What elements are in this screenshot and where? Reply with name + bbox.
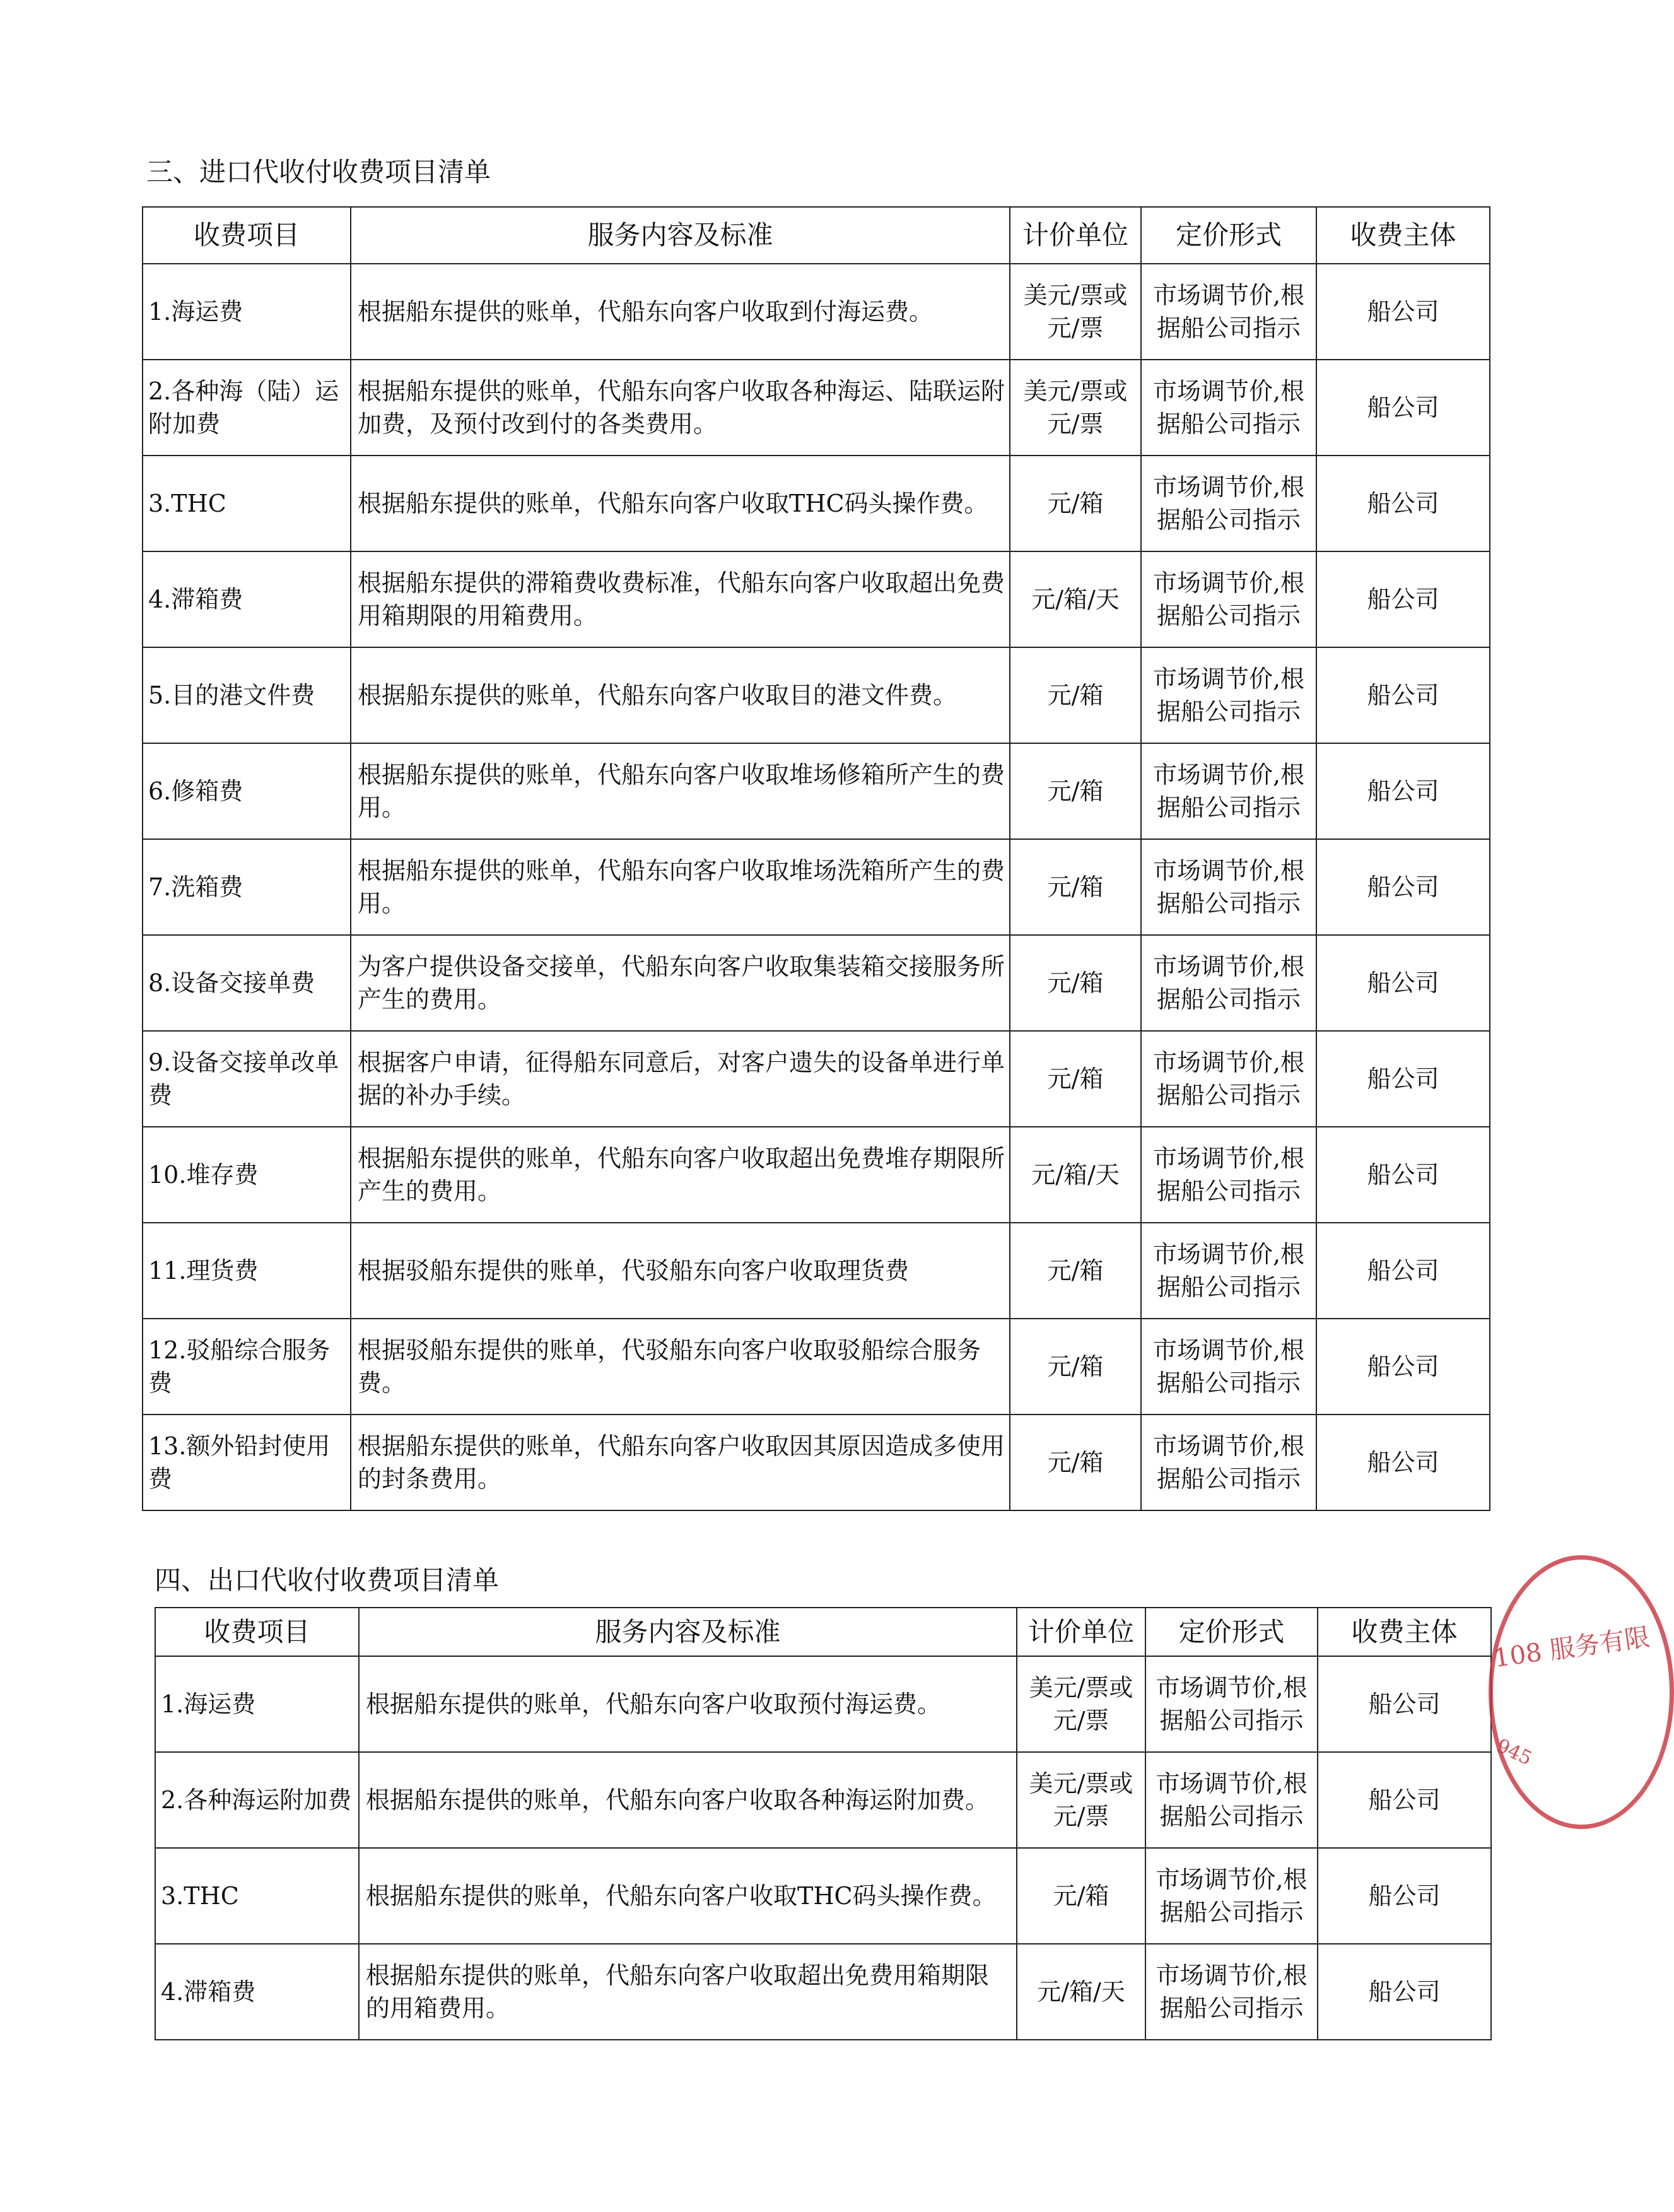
fee-item-cell: 3.THC: [155, 1848, 359, 1944]
service-cell: 根据船东提供的账单，代船东向客户收取堆场洗箱所产生的费用。: [351, 839, 1010, 935]
pricing-cell: 市场调节价,根据船公司指示: [1141, 264, 1316, 360]
table-row: [143, 456, 1490, 551]
pricing-cell: 市场调节价,根据船公司指示: [1145, 1752, 1318, 1848]
fee-item-cell: 10.堆存费: [143, 1127, 351, 1223]
service-cell: 根据船东提供的账单，代船东向客户收取因其原因造成多使用的封条费用。: [351, 1415, 1010, 1510]
pricing-cell: 市场调节价,根据船公司指示: [1145, 1656, 1318, 1752]
fee-item-cell: 1.海运费: [155, 1656, 359, 1752]
fee-item-cell: 8.设备交接单费: [143, 935, 351, 1031]
header-unit: 计价单位: [1017, 1608, 1145, 1656]
table-row: [143, 1223, 1490, 1319]
payer-cell: 船公司: [1316, 456, 1490, 551]
table-row: [155, 1848, 1491, 1944]
table-row: [143, 1415, 1490, 1510]
unit-cell: 元/箱: [1010, 1223, 1141, 1319]
service-cell: 根据船东提供的账单，代船东向客户收取THC码头操作费。: [351, 456, 1010, 551]
table-row: [143, 1319, 1490, 1415]
unit-cell: 美元/票或元/票: [1010, 360, 1141, 456]
fee-item-cell: 2.各种海（陆）运附加费: [143, 360, 351, 456]
pricing-cell: 市场调节价,根据船公司指示: [1141, 935, 1316, 1031]
pricing-cell: 市场调节价,根据船公司指示: [1141, 360, 1316, 456]
pricing-cell: 市场调节价,根据船公司指示: [1141, 1319, 1316, 1415]
pricing-cell: 市场调节价,根据船公司指示: [1141, 1415, 1316, 1510]
table-row: [143, 264, 1490, 360]
service-cell: 根据客户申请，征得船东同意后，对客户遗失的设备单进行单据的补办手续。: [351, 1031, 1010, 1127]
pricing-cell: 市场调节价,根据船公司指示: [1141, 743, 1316, 839]
unit-cell: 美元/票或元/票: [1010, 264, 1141, 360]
service-cell: 为客户提供设备交接单，代船东向客户收取集装箱交接服务所产生的费用。: [351, 935, 1010, 1031]
export-fee-table: [155, 1607, 1492, 2040]
table-header-row: [155, 1608, 1491, 1656]
fee-item-cell: 3.THC: [143, 456, 351, 551]
service-cell: 根据驳船东提供的账单，代驳船东向客户收取理货费: [351, 1223, 1010, 1319]
header-unit: 计价单位: [1010, 207, 1141, 264]
service-cell: 根据船东提供的滞箱费收费标准，代船东向客户收取超出免费用箱期限的用箱费用。: [351, 551, 1010, 647]
pricing-cell: 市场调节价,根据船公司指示: [1141, 456, 1316, 551]
service-cell: 根据船东提供的账单，代船东向客户收取目的港文件费。: [351, 647, 1010, 743]
service-cell: 根据船东提供的账单，代船东向客户收取超出免费用箱期限的用箱费用。: [359, 1944, 1017, 2040]
export-section-title: 四、出口代收付收费项目清单: [155, 1565, 500, 1596]
seal-text: 108 服务有限: [1492, 1622, 1652, 1674]
header-service: 服务内容及标准: [351, 207, 1010, 264]
service-cell: 根据船东提供的账单，代船东向客户收取超出免费堆存期限所产生的费用。: [351, 1127, 1010, 1223]
table-row: [143, 839, 1490, 935]
pricing-cell: 市场调节价,根据船公司指示: [1141, 1031, 1316, 1127]
fee-item-cell: 9.设备交接单改单费: [143, 1031, 351, 1127]
unit-cell: 元/箱/天: [1017, 1944, 1145, 2040]
fee-item-cell: 4.滞箱费: [143, 551, 351, 647]
payer-cell: 船公司: [1316, 551, 1490, 647]
unit-cell: 元/箱/天: [1010, 1127, 1141, 1223]
payer-cell: 船公司: [1318, 1656, 1491, 1752]
fee-item-cell: 2.各种海运附加费: [155, 1752, 359, 1848]
table-row: [143, 935, 1490, 1031]
payer-cell: 船公司: [1316, 1127, 1490, 1223]
unit-cell: 元/箱/天: [1010, 551, 1141, 647]
table-row: [143, 360, 1490, 456]
header-fee-item: 收费项目: [155, 1608, 359, 1656]
table-row: [143, 551, 1490, 647]
payer-cell: 船公司: [1316, 935, 1490, 1031]
payer-cell: 船公司: [1318, 1848, 1491, 1944]
header-payer: 收费主体: [1318, 1608, 1491, 1656]
pricing-cell: 市场调节价,根据船公司指示: [1141, 839, 1316, 935]
table-header-row: [143, 207, 1490, 264]
service-cell: 根据船东提供的账单，代船东向客户收取各种海运、陆联运附加费，及预付改到付的各类费用。: [351, 360, 1010, 456]
table-row: [143, 647, 1490, 743]
table-row: [143, 743, 1490, 839]
fee-item-cell: 12.驳船综合服务费: [143, 1319, 351, 1415]
header-service: 服务内容及标准: [359, 1608, 1017, 1656]
table-row: [155, 1944, 1491, 2040]
unit-cell: 元/箱: [1010, 1415, 1141, 1510]
table-row: [155, 1752, 1491, 1848]
service-cell: 根据船东提供的账单，代船东向客户收取预付海运费。: [359, 1656, 1017, 1752]
unit-cell: 元/箱: [1017, 1848, 1145, 1944]
service-cell: 根据船东提供的账单，代船东向客户收取到付海运费。: [351, 264, 1010, 360]
fee-item-cell: 11.理货费: [143, 1223, 351, 1319]
fee-item-cell: 1.海运费: [143, 264, 351, 360]
pricing-cell: 市场调节价,根据船公司指示: [1141, 551, 1316, 647]
payer-cell: 船公司: [1316, 360, 1490, 456]
payer-cell: 船公司: [1316, 264, 1490, 360]
fee-item-cell: 6.修箱费: [143, 743, 351, 839]
table-row: [155, 1656, 1491, 1752]
service-cell: 根据驳船东提供的账单，代驳船东向客户收取驳船综合服务费。: [351, 1319, 1010, 1415]
pricing-cell: 市场调节价,根据船公司指示: [1145, 1848, 1318, 1944]
fee-item-cell: 4.滞箱费: [155, 1944, 359, 2040]
table-row: [143, 1031, 1490, 1127]
pricing-cell: 市场调节价,根据船公司指示: [1141, 647, 1316, 743]
payer-cell: 船公司: [1316, 839, 1490, 935]
service-cell: 根据船东提供的账单，代船东向客户收取THC码头操作费。: [359, 1848, 1017, 1944]
pricing-cell: 市场调节价,根据船公司指示: [1141, 1127, 1316, 1223]
payer-cell: 船公司: [1316, 1223, 1490, 1319]
pricing-cell: 市场调节价,根据船公司指示: [1141, 1223, 1316, 1319]
unit-cell: 元/箱: [1010, 647, 1141, 743]
unit-cell: 美元/票或元/票: [1017, 1752, 1145, 1848]
fee-item-cell: 7.洗箱费: [143, 839, 351, 935]
payer-cell: 船公司: [1316, 1319, 1490, 1415]
table-row: [143, 1127, 1490, 1223]
unit-cell: 元/箱: [1010, 743, 1141, 839]
seal-number: 945: [1493, 1734, 1535, 1770]
unit-cell: 元/箱: [1010, 1031, 1141, 1127]
pricing-cell: 市场调节价,根据船公司指示: [1145, 1944, 1318, 2040]
payer-cell: 船公司: [1316, 1415, 1490, 1510]
payer-cell: 船公司: [1316, 743, 1490, 839]
header-pricing: 定价形式: [1141, 207, 1316, 264]
unit-cell: 美元/票或元/票: [1017, 1656, 1145, 1752]
header-payer: 收费主体: [1316, 207, 1490, 264]
unit-cell: 元/箱: [1010, 456, 1141, 551]
unit-cell: 元/箱: [1010, 935, 1141, 1031]
service-cell: 根据船东提供的账单，代船东向客户收取堆场修箱所产生的费用。: [351, 743, 1010, 839]
payer-cell: 船公司: [1318, 1752, 1491, 1848]
header-fee-item: 收费项目: [143, 207, 351, 264]
fee-item-cell: 13.额外铅封使用费: [143, 1415, 351, 1510]
import-section-title: 三、进口代收付收费项目清单: [146, 156, 491, 187]
payer-cell: 船公司: [1318, 1944, 1491, 2040]
payer-cell: 船公司: [1316, 1031, 1490, 1127]
fee-item-cell: 5.目的港文件费: [143, 647, 351, 743]
unit-cell: 元/箱: [1010, 1319, 1141, 1415]
payer-cell: 船公司: [1316, 647, 1490, 743]
header-pricing: 定价形式: [1145, 1608, 1318, 1656]
company-seal: [1489, 1555, 1674, 1829]
unit-cell: 元/箱: [1010, 839, 1141, 935]
import-fee-table: [142, 206, 1490, 1511]
service-cell: 根据船东提供的账单，代船东向客户收取各种海运附加费。: [359, 1752, 1017, 1848]
